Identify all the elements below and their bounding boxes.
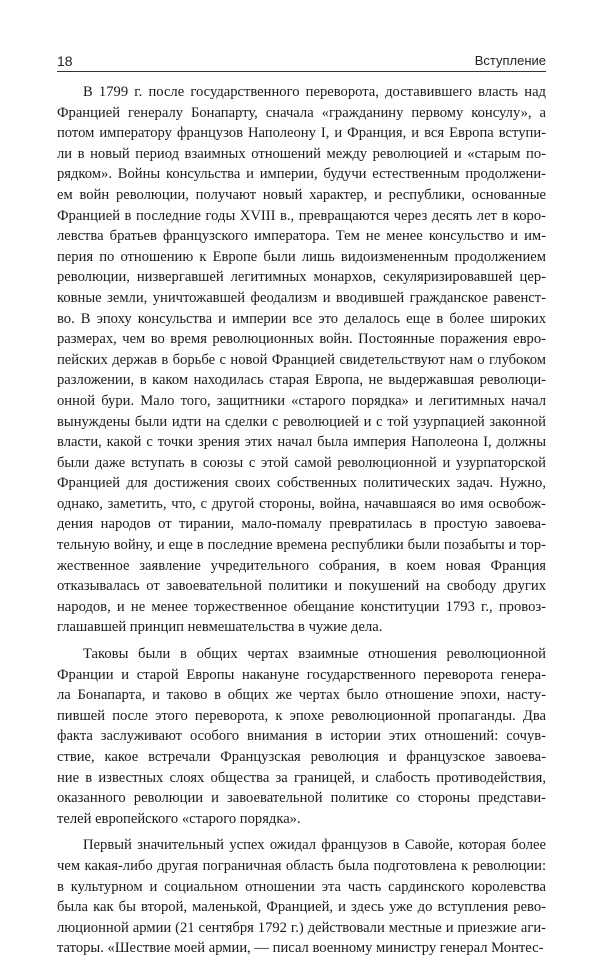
text-line: ла Бонапарта, и таково в общих же чертах было отношение эпохи, насту- — [57, 687, 546, 704]
text-line: телей европейского «старого порядка». — [57, 810, 301, 827]
text-line: Францией генералу Бонапарту, сначала «гражданину первому консулу», а — [57, 104, 546, 121]
text-line: ние в известных слоях общества за границей, и слабость противодействия, — [57, 769, 546, 786]
text-line: народов, и не менее торжественное обещание конституции 1793 г., провоз- — [57, 598, 546, 615]
text-line: ем войн революции, получают новый характер, и республики, основанные — [57, 186, 546, 203]
text-line: однако, заметить, что, с другой стороны, война, начавшаяся во имя освобож- — [57, 495, 546, 512]
text-line: ли в новый период взаимных отношений между революцией и «старым по- — [57, 145, 546, 162]
text-line: тельную войну, и еще в последние времена республики были позабыты и тор- — [57, 537, 546, 554]
text-line: отказывалась от завоевательной политики и покушений на свободу других — [57, 578, 546, 595]
text-line: были даже вступать в союзы с этой самой революционной и узурпаторской — [57, 454, 546, 471]
text-line: власти, какой с точки зрения этих начал была империя Наполеона I, должны — [57, 434, 546, 451]
paragraph — [57, 82, 546, 638]
text-line: таторы. «Шествие моей армии, — писал военному министру генерал Монтес- — [57, 940, 544, 957]
paragraph — [57, 835, 546, 959]
text-line: левства братьев французского императора. Тем не менее консульство и им- — [57, 228, 546, 245]
text-line: вынуждены были идти на сделки с революцией и с той узурпацией законной — [57, 413, 546, 430]
text-line: Таковы были в общих чертах взаимные отношения революционной — [83, 646, 546, 663]
text-line: революции, низвергавшей легитимных монархов, секуляризировавшей цер- — [57, 269, 546, 286]
text-line: факта заслуживают особого внимания в истории этих отношений: сочув- — [57, 728, 546, 745]
running-head: Вступление — [474, 53, 546, 68]
text-line: ствие, какое встречали Французская революция и французское завоева- — [57, 749, 546, 765]
text-line: была как бы второй, маленькой, Францией, и здесь уже до вступления рево- — [57, 899, 546, 916]
text-line: пившей после этого переворота, к эпохе революционной пропаганды. Два — [57, 707, 546, 724]
text-line: глашавшей принцип невмешательства в чужие дела. — [57, 619, 383, 636]
header-rule — [57, 71, 546, 72]
text-line: ковные земли, уничтожавшей феодализм и вводившей гражданское равенст- — [57, 289, 546, 306]
text-line: Франции и старой Европы накануне государственного переворота генера- — [57, 666, 546, 683]
text-line: потом императору французов Наполеону I, и Франция, и вся Европа вступи- — [57, 125, 546, 142]
text-line: во. В эпоху консульства и империи все это делалось еще в более широких — [57, 310, 546, 327]
text-line: размерах, чем во время революционных войн. Постоянные поражения евро- — [57, 331, 546, 348]
text-line: пейских держав в борьбе с новой Францией свидетельствуют нам о глубоком — [57, 351, 546, 368]
text-line: Первый значительный успех ожидал французов в Савойе, которая более — [83, 837, 546, 854]
body-text — [57, 82, 546, 965]
text-line: перия по отношению к Европе были лишь видоизмененным продолжением — [57, 248, 546, 265]
page-number: 18 — [57, 53, 73, 69]
text-line: жественное заявление учредительного собрания, в коем новая Франция — [57, 557, 546, 574]
text-line: оказанного революции и завоевательной политике со стороны представи- — [57, 790, 546, 807]
page-header — [57, 52, 546, 70]
text-line: дения народов от тирании, мало-помалу превратилась в простую завоева- — [57, 516, 546, 533]
text-line: разложении, в каком находилась старая Европа, не выдержавшая революци- — [57, 372, 546, 389]
paragraph — [57, 644, 546, 829]
text-line: онной бури. Мало того, защитники «старого порядка» и легитимных начал — [57, 392, 546, 409]
text-line: люционной армии (21 сентября 1792 г.) действовали местные и приезжие аги- — [57, 919, 546, 936]
text-line: Францией для достижения своих собственных политических задач. Нужно, — [57, 475, 546, 492]
text-line: рядком». Войны консульства и империи, будучи естественным продолжени- — [57, 166, 546, 183]
text-line: Францией в последние годы XVIII в., превращаются через десять лет в коро- — [57, 207, 546, 224]
text-line: В 1799 г. после государственного переворота, доставившего власть над — [83, 84, 546, 100]
text-line: чем какая-либо другая пограничная область была подготовлена к революции: — [57, 857, 546, 874]
text-line: в культурном и социальном отношении эта часть сардинского королевства — [57, 878, 546, 895]
